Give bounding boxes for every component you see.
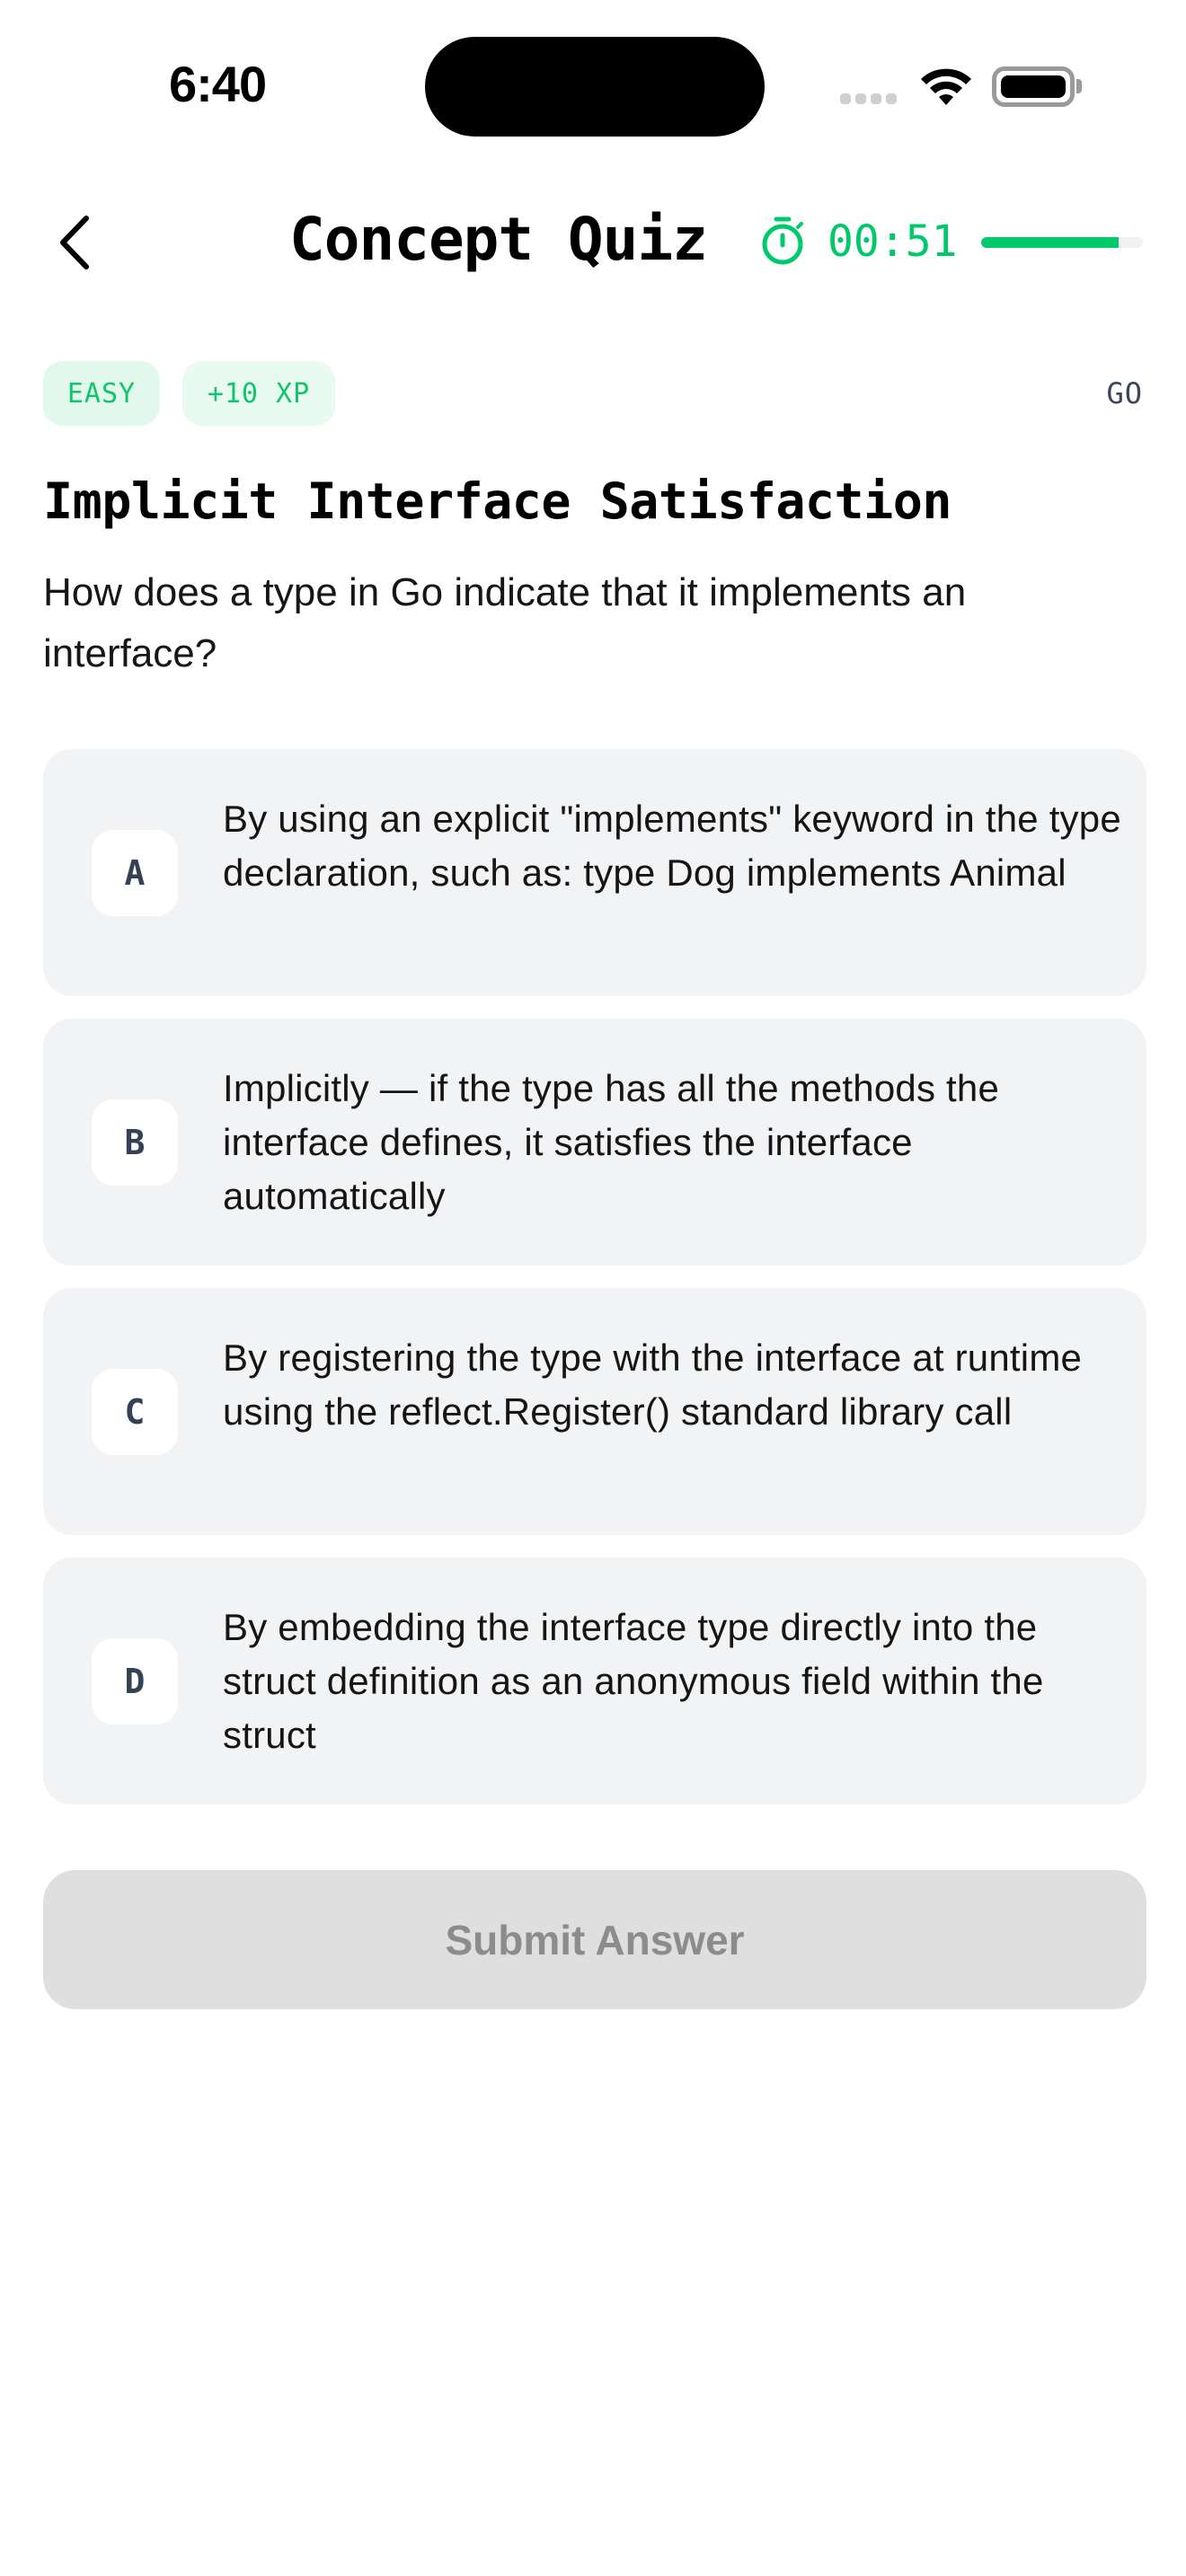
chevron-left-icon bbox=[58, 215, 93, 270]
option-letter-badge: C bbox=[92, 1369, 178, 1455]
wifi-icon bbox=[918, 65, 974, 106]
signal-icon bbox=[840, 93, 897, 104]
option-c[interactable] bbox=[43, 1288, 1146, 1535]
difficulty-badge: EASY bbox=[43, 361, 160, 426]
battery-icon bbox=[992, 66, 1075, 107]
option-text: Implicitly — if the type has all the methods the interface defines, it satisfies the interface automatically bbox=[223, 1067, 999, 1217]
question-prompt: How does a type in Go indicate that it implements an interface? bbox=[43, 570, 967, 675]
timer-text: 00:51 bbox=[828, 216, 958, 267]
status-time: 6:40 bbox=[169, 56, 267, 112]
dynamic-island bbox=[425, 37, 765, 137]
submit-answer-button[interactable]: Submit Answer bbox=[43, 1870, 1146, 2009]
stopwatch-icon bbox=[760, 216, 807, 266]
option-text: By registering the type with the interface at runtime using the reflect.Register() standard library call bbox=[223, 1337, 1083, 1433]
language-tag: GO bbox=[1106, 376, 1143, 410]
page-title: Concept Quiz bbox=[289, 205, 707, 274]
option-letter-badge: D bbox=[92, 1638, 178, 1725]
xp-badge: +10 XP bbox=[182, 361, 335, 426]
option-text: By embedding the interface type directly into the struct definition as an anonymous field within the struct bbox=[223, 1606, 1044, 1756]
option-b[interactable] bbox=[43, 1019, 1146, 1266]
option-letter-badge: B bbox=[92, 1099, 178, 1186]
option-text: By using an explicit "implements" keyword in the type declaration, such as: type Dog implements Animal bbox=[223, 798, 1121, 894]
timer-progress-bar bbox=[981, 237, 1143, 248]
timer-progress-fill bbox=[981, 237, 1119, 248]
option-d[interactable] bbox=[43, 1557, 1146, 1804]
battery-nub bbox=[1076, 79, 1082, 93]
question-title: Implicit Interface Satisfaction bbox=[43, 472, 951, 530]
option-a[interactable] bbox=[43, 749, 1146, 996]
back-button[interactable] bbox=[47, 207, 104, 278]
option-letter-badge: A bbox=[92, 830, 178, 916]
